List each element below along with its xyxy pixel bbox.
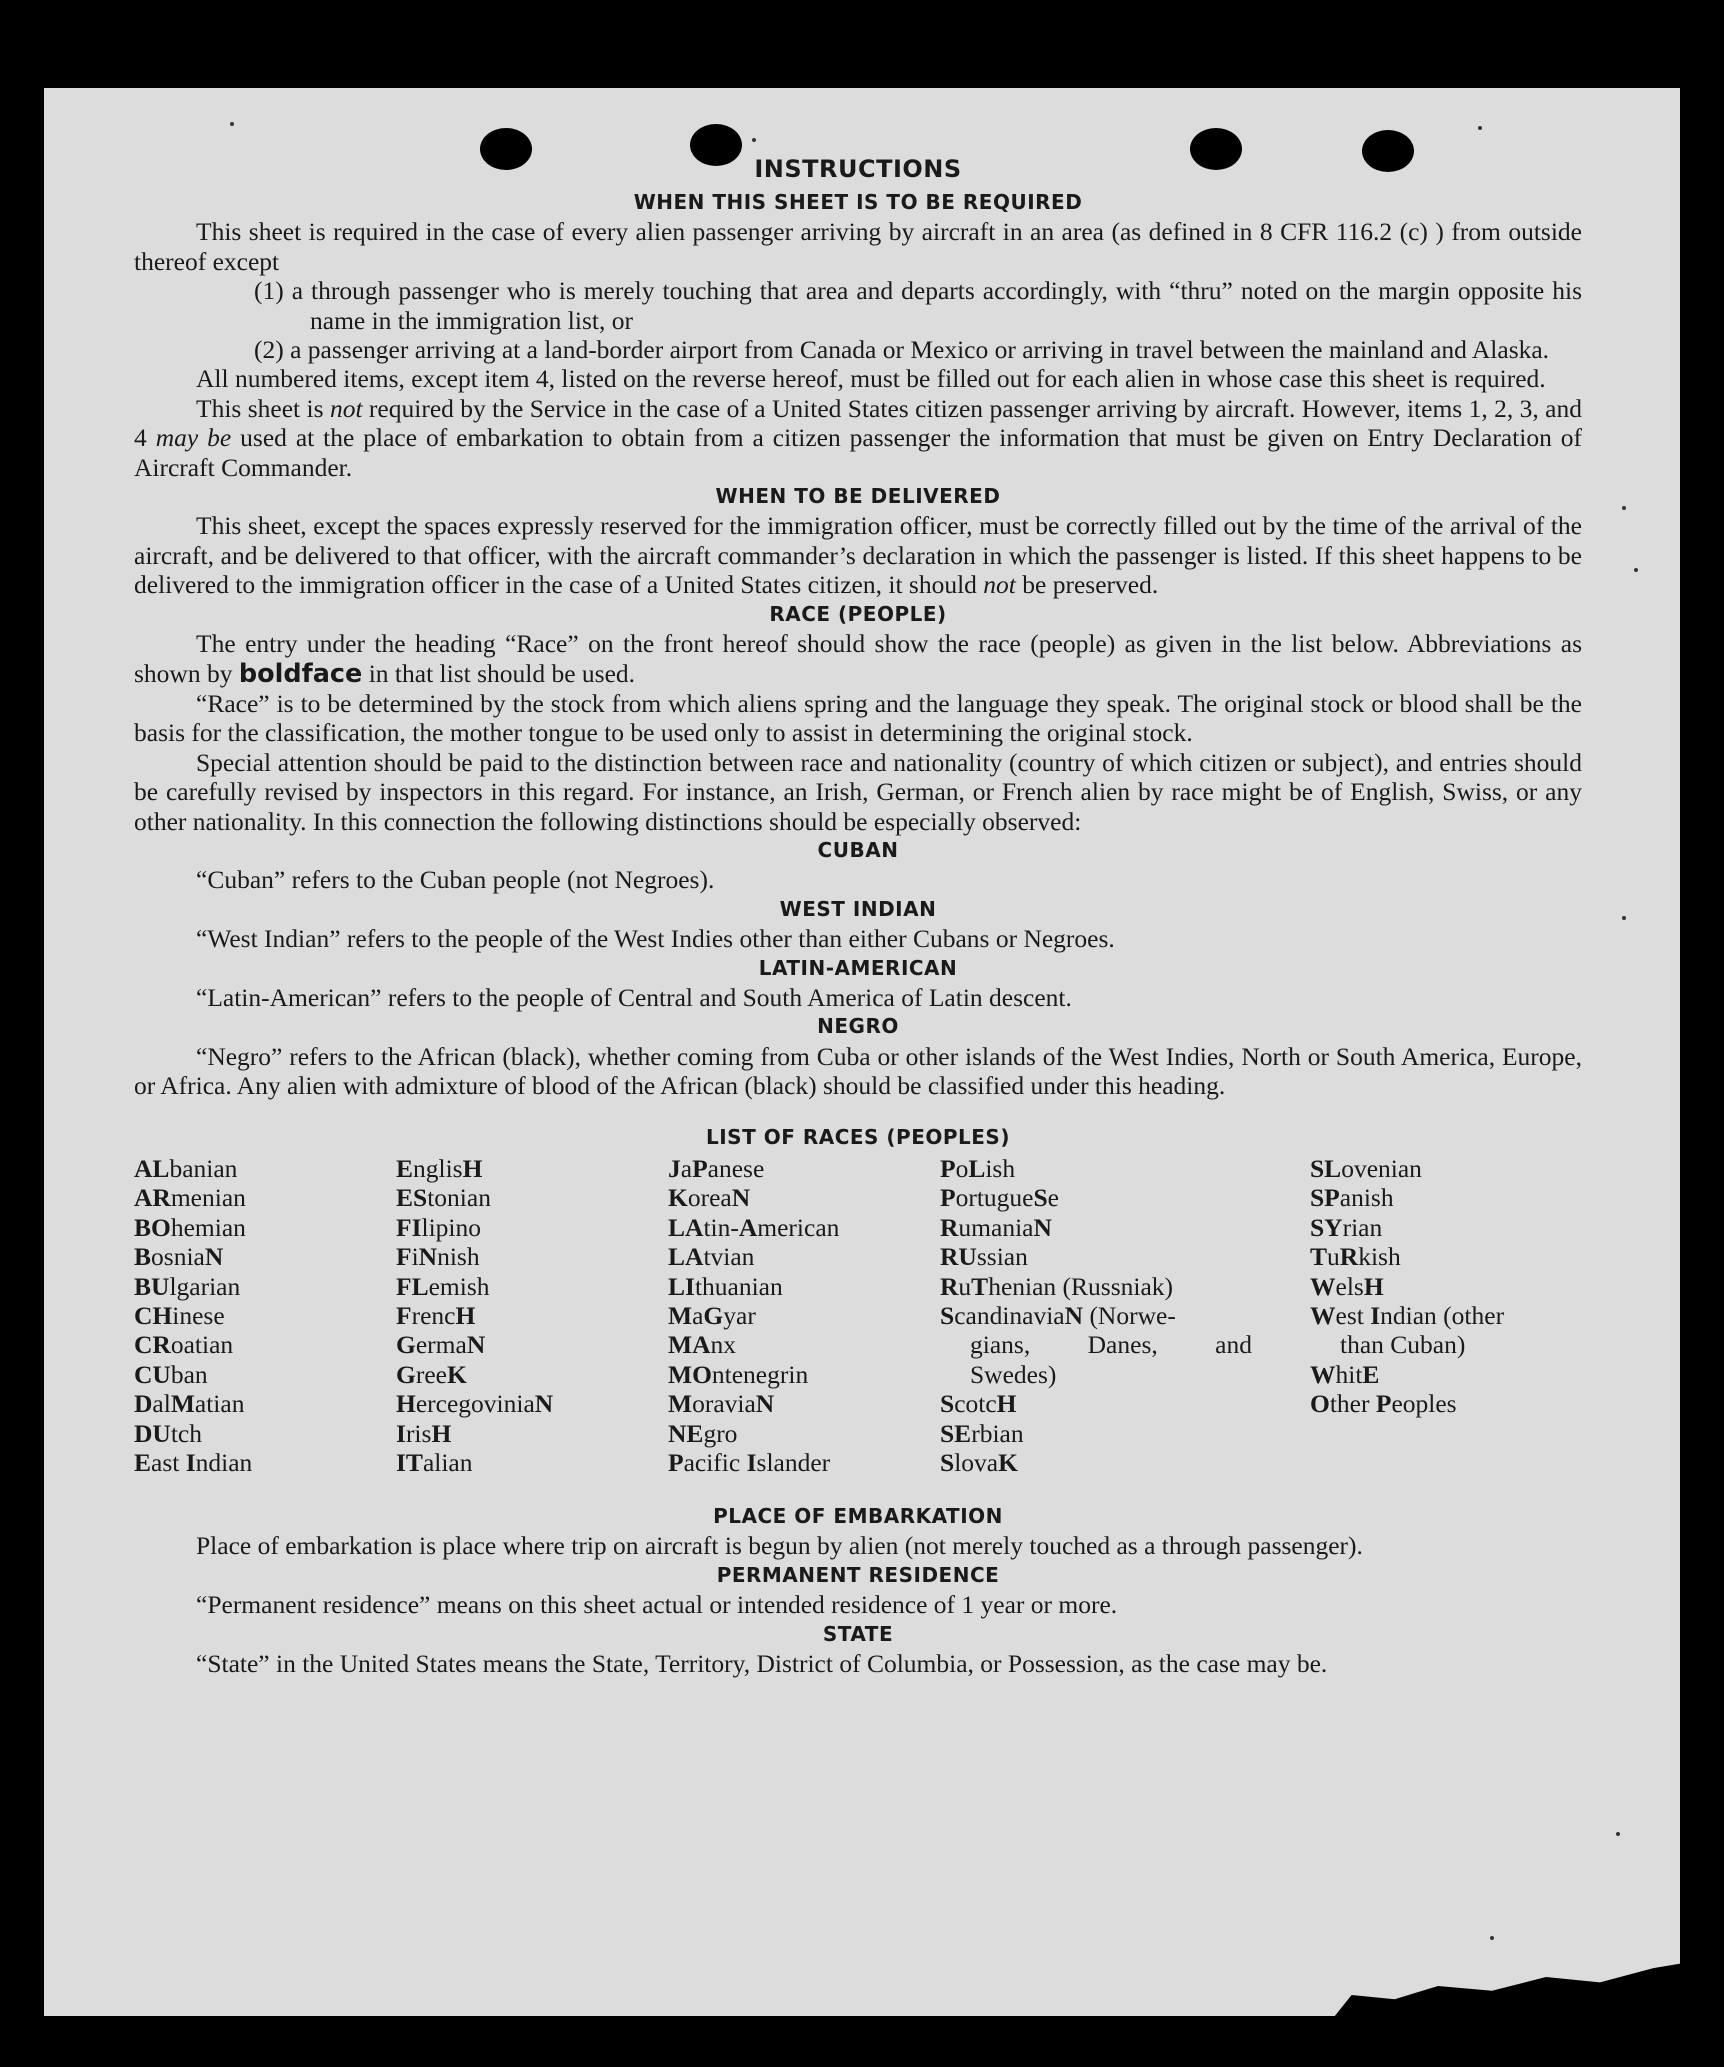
- paragraph: The entry under the heading “Race” on the front hereof should show the race (people) as given in the list below. Abbreviations as shown by boldface in that list should be used.: [134, 629, 1582, 689]
- race-entry: West Indian (other: [1310, 1301, 1505, 1331]
- race-entry: LAtvian: [668, 1242, 755, 1272]
- races-column: [396, 1154, 553, 1477]
- instructions-content: [134, 150, 1582, 1678]
- section-heading: LATIN-AMERICAN: [758, 955, 958, 980]
- paragraph: “Latin-American” refers to the people of Central and South America of Latin descent.: [196, 982, 1072, 1012]
- race-entry: RumaniaN: [940, 1212, 1052, 1242]
- race-entry: PoLish: [940, 1154, 1016, 1183]
- paragraph: This sheet, except the spaces expressly reserved for the immigration officer, must be correctly filled out by the time of the arrival of the aircraft, and be delivered to that officer, with the aircraft commander’s declaration in which the passenger is listed. If this sheet happens to be delivered to the immigration officer in the case of a United States citizen, it should not be preserved.: [134, 511, 1582, 600]
- section-heading: WEST INDIAN: [779, 896, 937, 921]
- section-heading: NEGRO: [817, 1014, 899, 1039]
- race-entry: FrencH: [396, 1301, 476, 1331]
- race-entry: FLemish: [396, 1271, 490, 1301]
- race-entry: DalMatian: [134, 1389, 245, 1419]
- race-entry: Other Peoples: [1310, 1389, 1457, 1419]
- paragraph: “Negro” refers to the African (black), whether coming from Cuba or other islands of the West Indies, North or South America, Europe, or Africa. Any alien with admixture of blood of the African (black) should be classified under this heading.: [134, 1041, 1582, 1101]
- races-column: [1310, 1154, 1504, 1419]
- race-entry: EnglisH: [396, 1154, 483, 1183]
- race-entry: LAtin-American: [668, 1212, 840, 1242]
- paragraph: “Race” is to be determined by the stock from which aliens spring and the language they speak. The original stock or blood shall be the basis for the classification, the mother tongue to be used only to assist in determining the original stock.: [134, 688, 1582, 748]
- race-entry: BUlgarian: [134, 1271, 241, 1301]
- race-entry: Swedes): [970, 1359, 1057, 1389]
- race-entry: GreeK: [396, 1359, 467, 1389]
- race-entry: ITalian: [396, 1448, 473, 1478]
- race-entry: MOntenegrin: [668, 1359, 809, 1389]
- section-heading: PLACE OF EMBARKATION: [713, 1504, 1003, 1528]
- race-entry: EStonian: [396, 1183, 491, 1213]
- race-entry: NEgro: [668, 1418, 738, 1448]
- speck: [230, 122, 234, 126]
- speck: [1634, 568, 1638, 572]
- race-entry: DUtch: [134, 1418, 202, 1448]
- race-entry: SPanish: [1310, 1183, 1394, 1213]
- race-entry: SlovaK: [940, 1448, 1018, 1478]
- section-heading: WHEN TO BE DELIVERED: [715, 484, 1001, 509]
- race-entry: SErbian: [940, 1418, 1024, 1448]
- section-heading: PERMANENT RESIDENCE: [716, 1562, 1000, 1587]
- race-entry: KoreaN: [668, 1183, 751, 1213]
- race-entry: CHinese: [134, 1301, 225, 1331]
- paragraph: Special attention should be paid to the distinction between race and nationality (country of which citizen or subject), and entries should be carefully revised by inspectors in this regard. For instance, an Irish, German, or French alien by race might be of English, Swiss, or any other nationality. In this connection the following distinctions should be especially observed:: [134, 747, 1582, 836]
- paragraph: “Permanent residence” means on this sheet actual or intended residence of 1 year or more.: [196, 1590, 1118, 1620]
- race-entry: gians, Danes, and: [970, 1330, 1252, 1360]
- race-entry: HercegoviniaN: [396, 1389, 554, 1419]
- races-column: [668, 1154, 839, 1477]
- race-entry: FIlipino: [396, 1212, 482, 1242]
- race-entry: RUssian: [940, 1242, 1028, 1272]
- race-entry: ScotcH: [940, 1389, 1017, 1419]
- paragraph: “State” in the United States means the State, Territory, District of Columbia, or Possession, as the case may be.: [196, 1649, 1328, 1679]
- paragraph: This sheet is required in the case of every alien passenger arriving by aircraft in an area (as defined in 8 CFR 116.2 (c) ) from outside thereof except: [134, 217, 1582, 276]
- paragraph: This sheet is not required by the Service in the case of a United States citizen passenger arriving by aircraft. However, items 1, 2, 3, and 4 may be used at the place of embarkation to obtain from a citizen passenger the information that must be given on Entry Declaration of Aircraft Commander.: [134, 393, 1583, 482]
- races-list: [134, 1154, 1582, 1502]
- race-entry: ALbanian: [134, 1154, 238, 1183]
- races-column: [134, 1154, 252, 1477]
- race-entry: ARmenian: [134, 1183, 246, 1213]
- page-title: INSTRUCTIONS: [754, 155, 962, 183]
- section-heading: LIST OF RACES (PEOPLES): [706, 1124, 1010, 1149]
- race-entry: than Cuban): [1340, 1330, 1466, 1360]
- speck: [1622, 916, 1626, 920]
- race-entry: BOhemian: [134, 1212, 246, 1242]
- race-entry: TuRkish: [1310, 1242, 1401, 1272]
- speck: [752, 138, 756, 142]
- speck: [1622, 506, 1626, 510]
- paragraph: All numbered items, except item 4, listed on the reverse hereof, must be filled out for each alien in whose case this sheet is required.: [196, 364, 1546, 394]
- list-item: (2) a passenger arriving at a land-border airport from Canada or Mexico or arriving in travel between the mainland and Alaska.: [254, 335, 1550, 365]
- race-entry: MaGyar: [668, 1301, 756, 1331]
- race-entry: IrisH: [396, 1418, 452, 1448]
- race-entry: East Indian: [134, 1448, 253, 1478]
- races-column: [940, 1154, 1252, 1477]
- race-entry: Pacific Islander: [668, 1448, 831, 1478]
- paragraph: Place of embarkation is place where trip on aircraft is begun by alien (not merely touched as a through passenger).: [196, 1531, 1363, 1561]
- section-heading: RACE (PEOPLE): [769, 601, 947, 626]
- race-entry: WhitE: [1310, 1359, 1380, 1389]
- race-entry: PortugueSe: [940, 1183, 1059, 1213]
- race-entry: BosniaN: [134, 1242, 224, 1272]
- section-heading: STATE: [822, 1621, 894, 1646]
- paragraph: “West Indian” refers to the people of the West Indies other than either Cubans or Negroes.: [196, 924, 1115, 954]
- speck: [1478, 126, 1482, 130]
- race-entry: JaPanese: [668, 1154, 765, 1183]
- list-item: (1) a through passenger who is merely touching that area and departs accordingly, with “thru” noted on the margin opposite his name in the immigration list, or: [254, 276, 1582, 335]
- race-entry: GermaN: [396, 1330, 486, 1360]
- race-entry: ScandinaviaN (Norwe-: [940, 1301, 1176, 1331]
- race-entry: MAnx: [668, 1330, 736, 1360]
- race-entry: SLovenian: [1310, 1154, 1422, 1183]
- section-heading: CUBAN: [817, 837, 899, 862]
- race-entry: WelsH: [1310, 1271, 1384, 1301]
- paragraph: “Cuban” refers to the Cuban people (not Negroes).: [196, 865, 715, 895]
- speck: [1616, 1832, 1620, 1836]
- section-heading: WHEN THIS SHEET IS TO BE REQUIRED: [633, 190, 1083, 214]
- race-entry: RuThenian (Russniak): [940, 1271, 1174, 1301]
- race-entry: LIthuanian: [668, 1271, 783, 1301]
- race-entry: MoraviaN: [668, 1389, 775, 1419]
- speck: [1490, 1936, 1494, 1940]
- race-entry: SYrian: [1310, 1212, 1383, 1242]
- race-entry: CRoatian: [134, 1330, 234, 1360]
- race-entry: FiNnish: [396, 1242, 480, 1272]
- race-entry: CUban: [134, 1359, 208, 1389]
